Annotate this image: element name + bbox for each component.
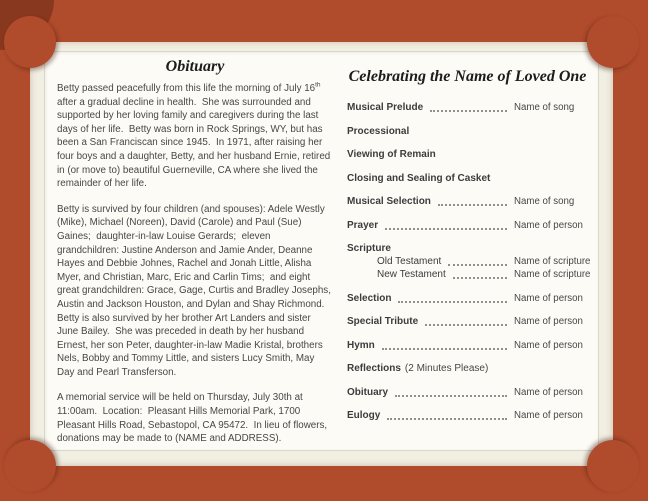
service-item-value: Name of song — [514, 196, 575, 207]
service-item-label: Scripture — [347, 243, 391, 254]
service-item-value: Name of person — [514, 339, 583, 351]
service-item-musical-prelude — [347, 102, 588, 113]
service-item-closing-and-sealing — [347, 173, 588, 184]
program-inner-panel — [44, 51, 599, 451]
service-subitem-value: Name of scripture — [514, 269, 591, 280]
frame-corner-top-left — [4, 16, 56, 68]
obituary-paragraph-3: A memorial service will be held on Thursday, July 30th at 11:00am. Location: Pleasant Hills Memorial Park, 1700 Pleasant Hills Road, Sebastopol, CA 95472. In lieu of flowers, donations may be made to (NAME and ADDRESS). — [57, 392, 330, 445]
service-item-label: Prayer — [347, 219, 379, 231]
service-item-selection — [347, 293, 588, 304]
dotted-leader — [382, 345, 507, 350]
service-subitem-label: New Testament — [377, 269, 446, 280]
service-item-viewing-of-remain — [347, 149, 588, 160]
service-item-obituary — [347, 387, 588, 398]
service-subitem-value: Name of scripture — [514, 256, 591, 267]
service-item-processional — [347, 126, 588, 137]
obituary-paragraph-1-text: Betty passed peacefully from this life the morning of July 16 — [57, 83, 316, 94]
service-item-label: Musical Prelude — [347, 102, 424, 113]
service-item-label: Special Tribute — [347, 316, 419, 327]
dotted-leader — [385, 225, 507, 230]
service-item-special-tribute — [347, 316, 588, 327]
obituary-paragraph-1-continued: after a gradual decline in health. She was surrounded and supported by her loving family and caregivers during the last days of her life. Betty was born in Rock Springs, WY, but has been a San Franciscan since 1945. In 1971, after raising her four boys and a daughter, Betty, and her husband Ernie, retired in (or move to) beautiful Guerneville, CA where she lived the remainder of her life. — [57, 83, 333, 190]
service-item-label: Obituary — [347, 386, 389, 398]
service-item-new-testament — [347, 269, 591, 280]
service-item-value: Name of person — [514, 292, 583, 304]
service-item-value: Name of person — [514, 219, 583, 231]
program-paper — [30, 42, 613, 466]
service-item-label: Reflections — [347, 363, 401, 374]
dotted-leader — [425, 321, 507, 326]
service-item-note: (2 Minutes Please) — [404, 363, 489, 374]
dotted-leader — [448, 261, 507, 266]
service-item-label: Processional — [347, 125, 410, 137]
dotted-leader — [430, 107, 507, 112]
service-item-label: Closing and Sealing of Casket — [347, 172, 491, 184]
service-item-label: Selection — [347, 292, 392, 304]
obituary-paragraph-1 — [57, 82, 333, 191]
service-item-hymn — [347, 340, 588, 351]
dotted-leader — [398, 298, 507, 303]
service-item-value: Name of person — [514, 316, 583, 327]
service-item-label: Viewing of Remain — [347, 149, 436, 160]
service-item-scripture — [347, 243, 588, 254]
service-item-reflections — [347, 363, 588, 374]
service-item-value: Name of person — [514, 410, 583, 421]
obituary-column — [45, 52, 345, 450]
dotted-leader — [438, 201, 507, 206]
obituary-paragraph-2: Betty is survived by four children (and spouses): Adele Westly (Mike), Michael (Noreen), David (Carole) and Paul (Sue) Gaines; daughter-in-law Louise Gerards; eleven grandchildren: Justine Anderson and Jamie Ander, Deanne Hayes and Debbie Johnes, Rachel and Jonah Little, Alisha Myer, and Christian, Marc, Eric and Carlin Tims; and eight great grandchildren: Grace, Gage, Curtis and Bradley Josephs, Austin and Jackson Houston, and Dylan and Shay Richmond. Betty is also survived by her brother Art Landers and sister June Bailey. She was preceded in death by her husband Ernest, her son Peter, daughter-in-law Madie Kristal, brothers Nels, Bobby and Tommy Little, and sisters Lucy Smith, May Day and Pearl Transferson. — [57, 203, 334, 378]
service-item-value: Name of person — [514, 386, 583, 398]
service-item-value: Name of song — [514, 102, 575, 113]
dotted-leader — [387, 415, 507, 420]
frame-corner-bottom-right — [587, 440, 639, 492]
service-item-label: Musical Selection — [347, 196, 431, 207]
ordinal-superscript: th — [315, 81, 321, 89]
service-item-old-testament — [347, 256, 591, 267]
dotted-leader — [395, 392, 507, 397]
order-of-service-column — [345, 52, 598, 450]
service-item-prayer — [347, 220, 588, 231]
service-item-eulogy — [347, 410, 588, 421]
frame-corner-top-right — [587, 16, 639, 68]
service-subitem-label: Old Testament — [377, 256, 442, 267]
service-title: Celebrating the Name of Loved One — [348, 68, 587, 85]
frame-corner-bottom-left — [4, 440, 56, 492]
service-item-musical-selection — [347, 196, 588, 207]
obituary-title: Obituary — [165, 58, 225, 75]
dotted-leader — [453, 274, 507, 279]
service-item-label: Hymn — [347, 339, 375, 351]
service-item-label: Eulogy — [347, 410, 381, 421]
